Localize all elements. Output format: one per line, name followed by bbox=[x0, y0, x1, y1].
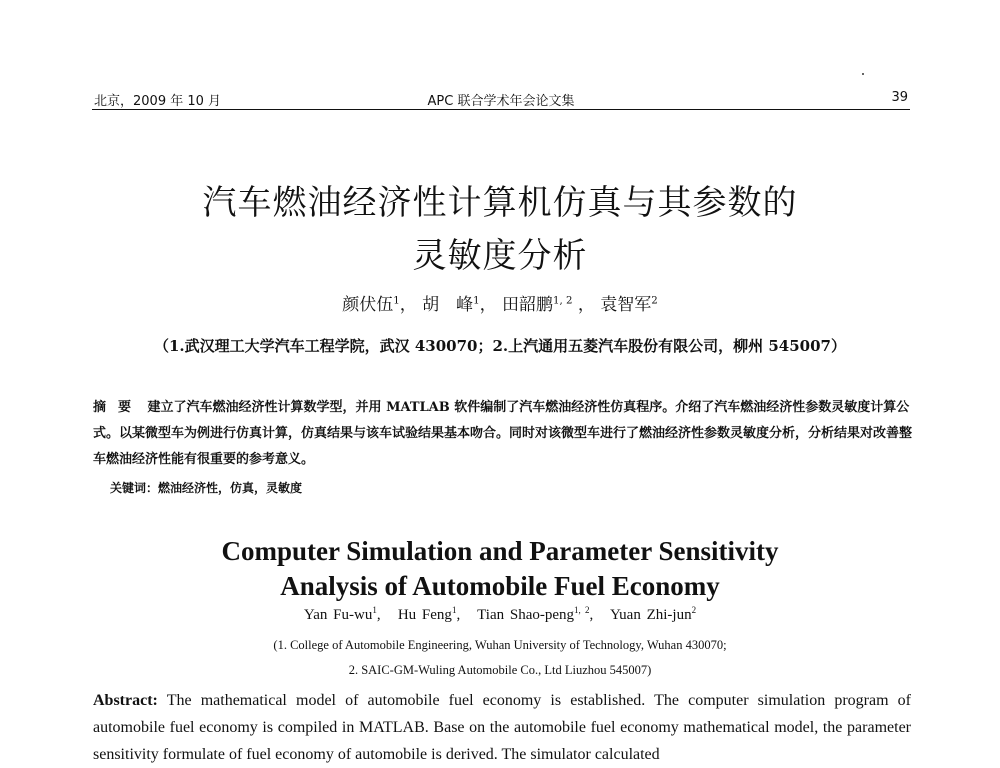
en-affiliation-line2: 2. SAIC-GM-Wuling Automobile Co., Ltd Liuzhou 545007) bbox=[348, 663, 652, 677]
running-header bbox=[92, 86, 910, 110]
cn-title-line2: 灵敏度分析 bbox=[412, 236, 588, 276]
en-abstract-text: The mathematical model of automobile fuel economy is established. The computer simulation program of automobile fuel economy is compiled in MATLAB. Base on the automobile fuel economy mathematical model, the parameter sensitivity formulate of fuel economy of automobile is derived. The simulator calculated bbox=[93, 692, 911, 763]
cn-author-name: 田韶鹏 bbox=[502, 295, 554, 315]
cn-keywords-text: 燃油经济性，仿真，灵敏度 bbox=[158, 481, 303, 495]
cn-author-name: 袁智军 bbox=[600, 295, 652, 315]
cn-author-name: 胡 峰 bbox=[422, 295, 474, 315]
en-authors: Yan $Fu-wu^1$, Hu Feng$^1$, Tian Shao-peng$^{1, 2}$, Yuan Zhi-jun$^2$ bbox=[303, 605, 697, 623]
en-author-sup: 1 bbox=[372, 605, 377, 615]
cn-keywords bbox=[110, 479, 302, 496]
header-date: 北京，2009 年 10 月 bbox=[94, 94, 222, 109]
en-author-name: Yan Fu-wu bbox=[303, 607, 373, 623]
cn-keywords-label: 关键词： bbox=[110, 481, 159, 495]
en-author-sup: 1 bbox=[451, 605, 457, 615]
cn-abstract-text: 建立了汽车燃油经济性计算数学型，并用 MATLAB 软件编制了汽车燃油经济性仿真程序。介绍了汽车燃油经济性参数灵敏度计算公式。以某微型车为例进行仿真计算，仿真结果与该车试验结果基本吻合。同时对该微型车进行了燃油经济性参数灵敏度分析，分析结果对改善整车燃油经济性能有很重要的参考意义。 bbox=[93, 400, 913, 467]
cn-authors: 颜伏伍$^1$， 胡 峰$^1$， 田韶鹏$^{1, 2}$ ， 袁智军$^2$ bbox=[342, 295, 658, 315]
en-author-name: Yuan Zhi-jun bbox=[610, 607, 692, 623]
en-author-sup: 2 bbox=[691, 605, 697, 615]
header-rule bbox=[92, 109, 910, 110]
en-abstract bbox=[93, 687, 911, 768]
cn-author-sup: 2 bbox=[651, 295, 658, 307]
en-title-line2: Analysis of Automobile Fuel Economy bbox=[280, 571, 720, 601]
cn-author-sup: 1, 2 bbox=[553, 295, 573, 307]
en-title-line1: Computer Simulation and Parameter Sensitivity bbox=[221, 536, 779, 566]
cn-author-sup: 1 bbox=[393, 295, 400, 307]
cn-abstract-label: 摘要 bbox=[93, 400, 144, 415]
page-number: 39 bbox=[891, 90, 908, 105]
cn-author-name: 颜伏伍 bbox=[342, 295, 394, 315]
en-author-name: Hu Feng bbox=[397, 607, 452, 623]
en-abstract-label: Abstract: bbox=[93, 692, 158, 709]
cn-affiliation: （1.武汉理工大学汽车工程学院，武汉 430070；2.上汽通用五菱汽车股份有限公司，柳州 545007） bbox=[153, 337, 846, 355]
cn-title-line1: 汽车燃油经济性计算机仿真与其参数的 bbox=[202, 183, 798, 223]
cn-author-sup: 1 bbox=[473, 295, 480, 307]
en-affiliation-line1: (1. College of Automobile Engineering, Wuhan University of Technology, Wuhan 430070; bbox=[273, 638, 727, 652]
scan-speck bbox=[862, 73, 864, 75]
en-author-name: Tian Shao-peng bbox=[477, 607, 575, 623]
cn-abstract bbox=[93, 395, 913, 473]
header-proceedings: APC 联合学术年会论文集 bbox=[427, 94, 575, 109]
en-author-sup: 1, 2 bbox=[574, 605, 590, 615]
